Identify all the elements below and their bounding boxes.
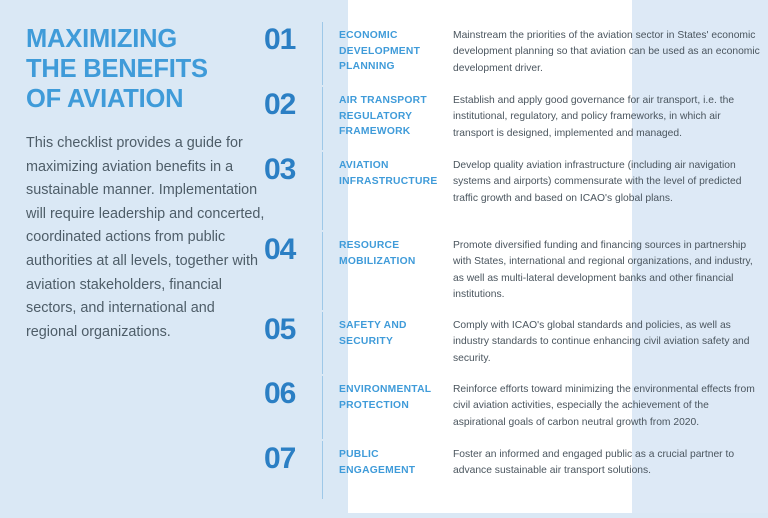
- item-title: SAFETY AND SECURITY: [339, 320, 407, 347]
- item-description: Mainstream the priorities of the aviation sector in States' economic development planning so that aviation can be used as an economic development driver.: [453, 30, 760, 74]
- item-number: 02: [264, 88, 296, 121]
- intro-paragraph: This checklist provides a guide for maximizing aviation benefits in a sustainable manner. Implementation will require leadership and concerted, coordinated actions from public authorities at all levels, together with aviation stakeholders, financial sectors, and international and regional organizations.: [26, 135, 265, 340]
- item-title: AIR TRANSPORT REGULATORY FRAMEWORK: [339, 95, 427, 137]
- row-divider: [322, 232, 323, 310]
- item-description: Promote diversified funding and financing sources in partnership with States, international and regional organizations, and industry, as well as multi-lateral development banks and other financial institutions.: [453, 240, 753, 301]
- checklist-row: [264, 20, 760, 85]
- row-divider: [322, 87, 323, 150]
- checklist-row: [264, 310, 760, 374]
- item-number: 04: [264, 233, 296, 266]
- item-description: Establish and apply good governance for air transport, i.e. the institutional, regulatory, and policy frameworks, in which air transport is designed, implemented and managed.: [453, 95, 735, 139]
- row-divider: [322, 441, 323, 499]
- checklist-row: [264, 85, 760, 150]
- checklist-items: [264, 20, 760, 499]
- item-number: 03: [264, 153, 296, 186]
- left-column: [26, 24, 266, 344]
- row-divider: [322, 152, 323, 230]
- item-title: ENVIRONMENTAL PROTECTION: [339, 384, 432, 411]
- item-description: Reinforce efforts toward minimizing the environmental effects from civil aviation activities, especially the achievement of the aspirational goals of carbon neutral growth from 2020.: [453, 384, 755, 428]
- item-description: Foster an informed and engaged public as a crucial partner to advance sustainable air transport solutions.: [453, 449, 735, 477]
- headline-line-1: MAXIMIZING: [26, 25, 177, 53]
- page-title: [26, 24, 266, 114]
- item-title: ECONOMIC DEVELOPMENT PLANNING: [339, 30, 421, 72]
- checklist-row: [264, 150, 760, 230]
- item-number: 01: [264, 23, 296, 56]
- headline-line-3: OF AVIATION: [26, 85, 184, 113]
- headline-line-2: THE BENEFITS: [26, 55, 208, 83]
- item-description: Comply with ICAO's global standards and policies, as well as industry standards to continue enhancing civil aviation safety and security.: [453, 320, 750, 364]
- item-title: RESOURCE MOBILIZATION: [339, 240, 416, 267]
- checklist-row: [264, 439, 760, 499]
- item-title: PUBLIC ENGAGEMENT: [339, 449, 416, 476]
- item-description: Develop quality aviation infrastructure (including air navigation systems and airports) commensurate with the level of predicted traffic growth and based on ICAO's global plans.: [453, 160, 742, 204]
- row-divider: [322, 22, 323, 85]
- item-title: AVIATION INFRASTRUCTURE: [339, 160, 438, 187]
- checklist-row: [264, 230, 760, 310]
- item-number: 06: [264, 377, 296, 410]
- checklist-row: [264, 374, 760, 439]
- item-number: 07: [264, 442, 296, 475]
- row-divider: [322, 312, 323, 374]
- row-divider: [322, 376, 323, 439]
- item-number: 05: [264, 313, 296, 346]
